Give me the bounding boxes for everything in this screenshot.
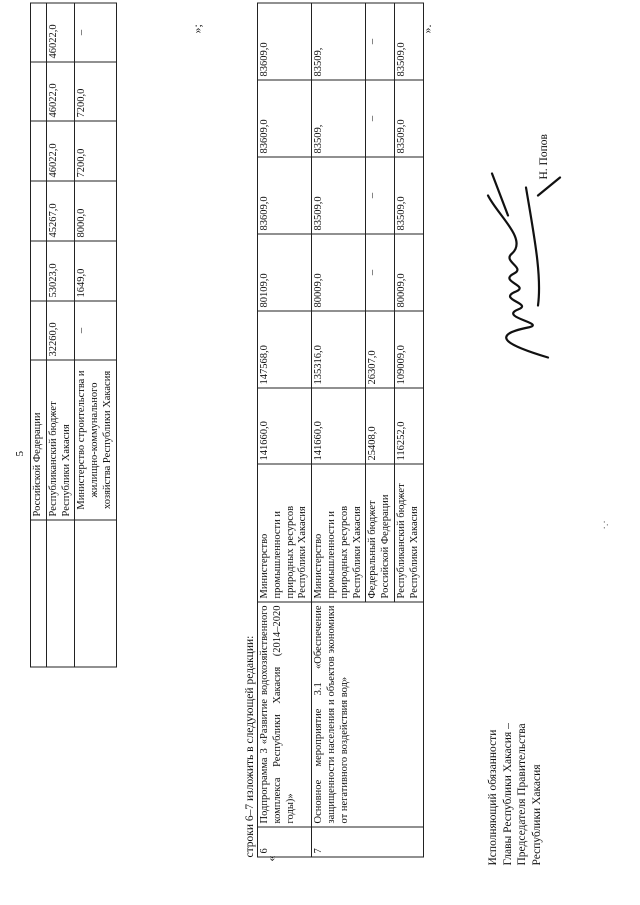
intro-text: строки 6–7 изложить в следующей редакции: (244, 635, 256, 857)
table-row (258, 3, 312, 857)
table-cell: 83609,0 (258, 3, 312, 80)
table-cell: 116252,0 (394, 388, 423, 464)
table-cell: – (366, 3, 395, 80)
table-cell: Республиканский бюджет Республики Хакасия (46, 360, 75, 520)
table-cell: Подпрограмма 3 «Развитие водохозяйственного комплекса Республики Хакасия (2014–2020 годы)» (258, 602, 312, 827)
table-cell: 83509, (312, 3, 366, 80)
signer-name: Н. Попов (538, 133, 550, 179)
table-cell (31, 3, 47, 62)
table-cell: – (75, 301, 116, 360)
table-cell: 80009,0 (394, 234, 423, 311)
table-cell: Министерство промышленности и природных ресурсов Республики Хакасия (258, 464, 312, 602)
table-cell: 1649,0 (75, 241, 116, 301)
table-cell: 83509,0 (394, 157, 423, 234)
table-cell: Министерство промышленности и природных ресурсов Республики Хакасия (312, 464, 366, 602)
table-cell: 25408,0 (366, 388, 395, 464)
table-cell: 141660,0 (258, 388, 312, 464)
table-cell: 6 (258, 827, 312, 857)
table-cell: 46022,0 (46, 3, 75, 62)
table-cell (31, 62, 47, 121)
table-cell: 109009,0 (394, 311, 423, 388)
table-row (31, 3, 47, 667)
table-cell (31, 520, 47, 667)
table-cell: 80009,0 (312, 234, 366, 311)
table-cell: 32260,0 (46, 301, 75, 360)
table-cell: 83609,0 (258, 157, 312, 234)
table-cell: – (75, 3, 116, 62)
table-cell (46, 520, 75, 667)
upper-table (30, 2, 117, 667)
table-cell: Министерство строительства и жилищно-коммунального хозяйства Республики Хакасия (75, 360, 116, 520)
table-cell (31, 301, 47, 360)
table-cell: 83509,0 (394, 3, 423, 80)
table-cell: 83509,0 (394, 80, 423, 157)
signature-block (486, 723, 545, 865)
signer-title-line: Республики Хакасия (531, 763, 544, 865)
table-cell: 46022,0 (46, 62, 75, 121)
table-cell (75, 520, 116, 667)
table-cell: Основное мероприятие 3.1 «Обеспечение защищенности населения и объектов экономики от негативного воздействия вод» (312, 602, 423, 827)
table-cell: Федеральный бюджет Российской Федерации (366, 464, 395, 602)
handwritten-signature (468, 165, 568, 365)
table-cell: 7 (312, 827, 423, 857)
table-cell: – (366, 80, 395, 157)
table-cell: 26307,0 (366, 311, 395, 388)
table-cell: 80109,0 (258, 234, 312, 311)
signer-title-line: Председателя Правительства (516, 722, 529, 865)
table-row (75, 3, 116, 667)
table-cell: 135316,0 (312, 311, 366, 388)
closing-quote-upper: »; (190, 23, 204, 33)
page-number: 5 (14, 450, 26, 456)
table-cell (31, 241, 47, 301)
table-cell: 53023,0 (46, 241, 75, 301)
table-cell: 83509,0 (312, 157, 366, 234)
table-row (312, 3, 366, 857)
lower-table (257, 2, 424, 857)
table-cell: 8000,0 (75, 181, 116, 241)
scan-artifact: ·.· (600, 519, 611, 529)
table-cell: 46022,0 (46, 121, 75, 181)
table-cell (31, 181, 47, 241)
table-row (46, 3, 75, 667)
signer-title-line: Исполняющий обязанности (487, 729, 499, 865)
table-cell: 141660,0 (312, 388, 366, 464)
table-cell: – (366, 234, 395, 311)
table-cell: Республиканский бюджет Республики Хакасия (394, 464, 423, 602)
table-cell: Российской Федерации (31, 360, 47, 520)
closing-quote-lower: ». (420, 24, 434, 33)
table-cell: 83609,0 (258, 80, 312, 157)
table-cell: 7200,0 (75, 121, 116, 181)
table-cell: 147568,0 (258, 311, 312, 388)
signer-title-line: Главы Республики Хакасия – (501, 722, 514, 865)
table-cell: 83509, (312, 80, 366, 157)
table-cell: – (366, 157, 395, 234)
table-cell: 45267,0 (46, 181, 75, 241)
table-cell (31, 121, 47, 181)
opening-quote: « (264, 855, 278, 861)
table-cell: 7200,0 (75, 62, 116, 121)
